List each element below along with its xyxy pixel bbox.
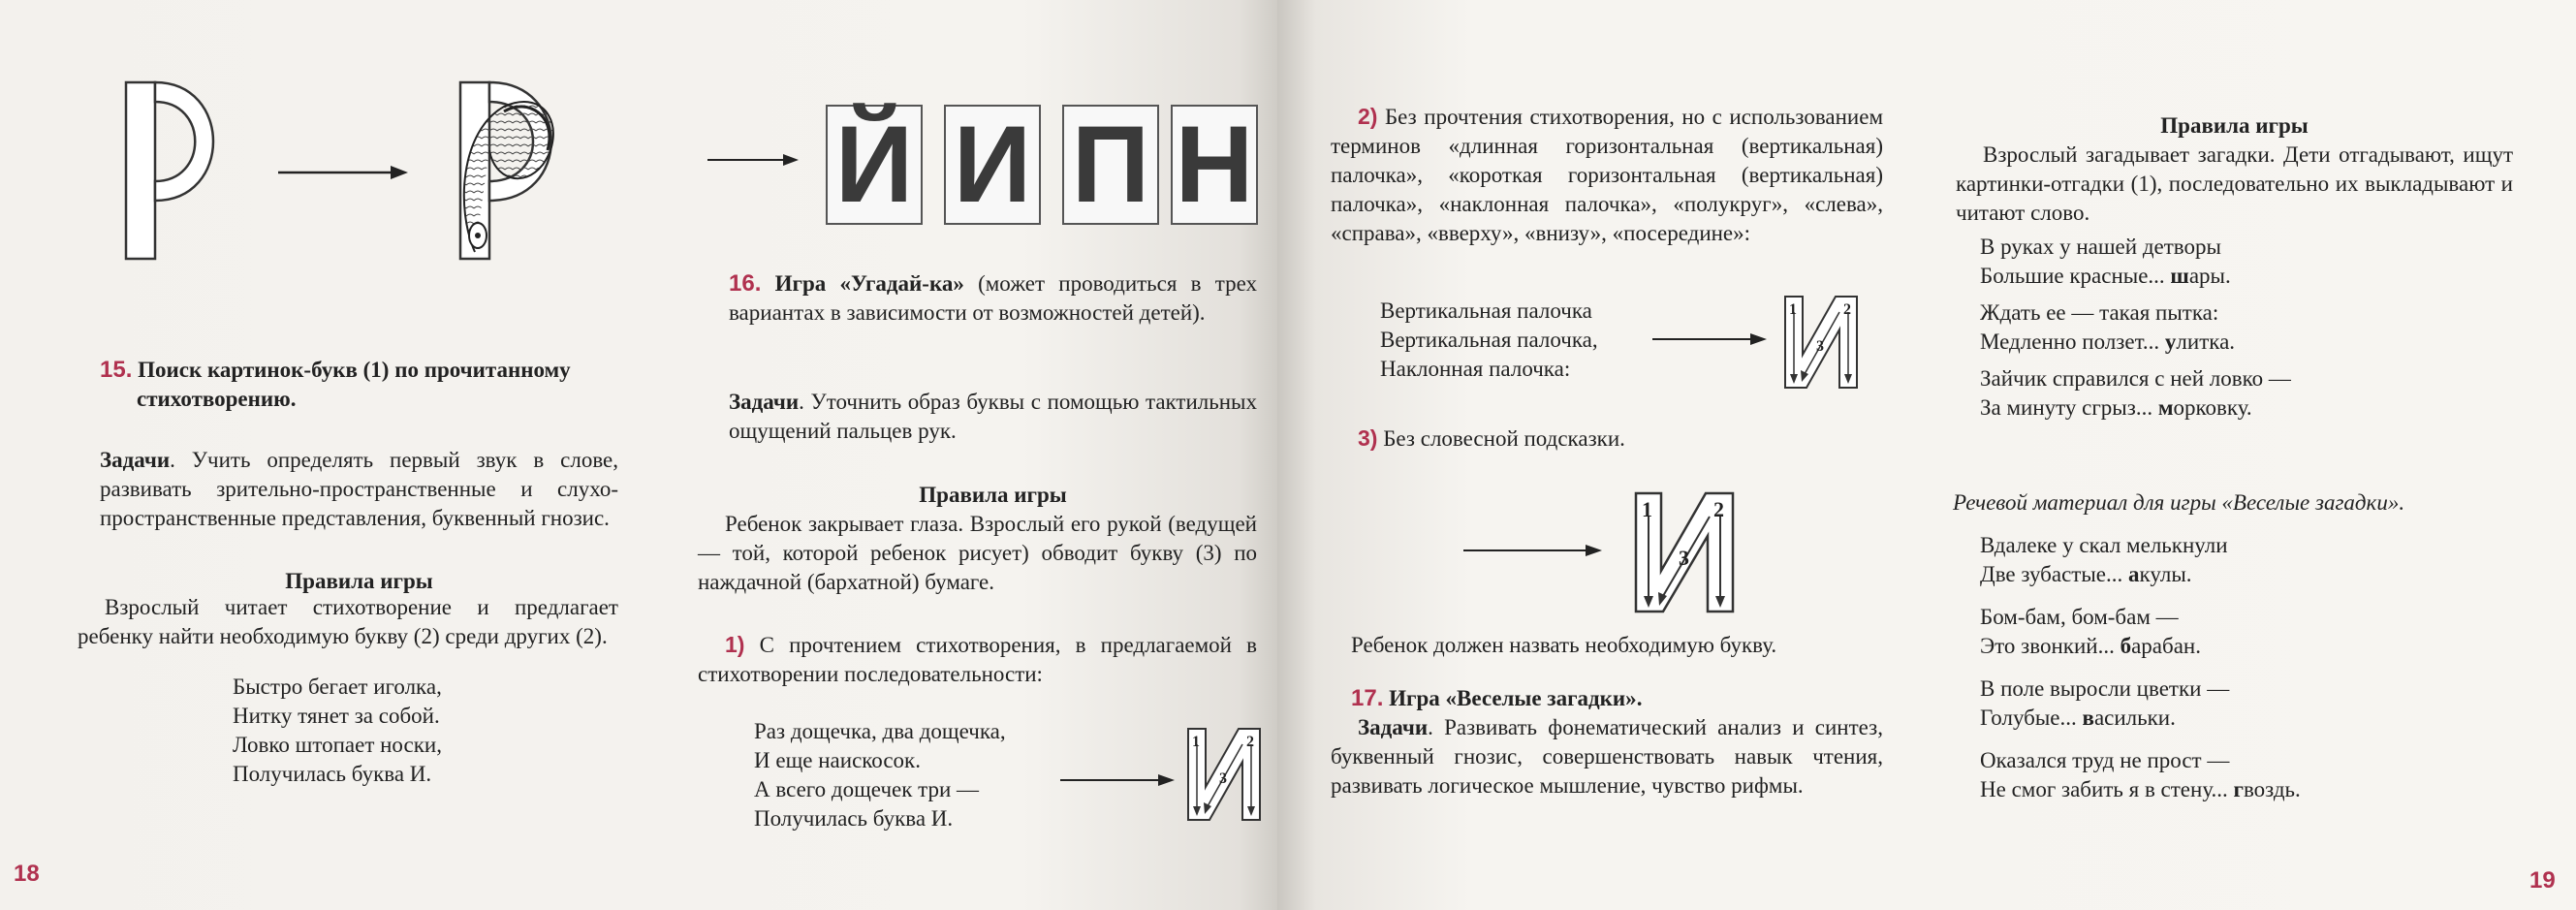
page-number-19: 19 [2529, 867, 2556, 894]
poem-line: И еще наискосок. [754, 748, 921, 772]
variant-2-text: Без прочтения стихотворения, но с использованием терминов «длинная горизонтальная (вертикальная) палочка», «короткая горизонтальная (вертикальная) палочка», «наклонная палочка», «полукруг», «слева», «справа», «вверху», «внизу», «посередине»: [1331, 105, 1883, 245]
riddle-answer-rest: ары. [2188, 264, 2231, 288]
riddle-line: Голубые... [1980, 706, 2083, 730]
letter-card: Й [826, 105, 923, 225]
variant-1 [698, 630, 1257, 689]
section-15-title-line2: стихотворению [137, 387, 291, 411]
poem-16 [754, 717, 1084, 833]
section-16-title: Игра «Угадай-ка» [774, 271, 964, 296]
arrow-icon [706, 150, 802, 170]
riddle-answer-rest: литка. [2176, 329, 2236, 354]
tasks-label: Задачи [729, 390, 800, 414]
arrow-icon [1461, 541, 1607, 560]
riddle-answer-rest: арабан. [2131, 634, 2201, 658]
letter-r-fish-illustration [451, 73, 596, 276]
rules-text: Взрослый читает стихотворение и предлагает ребенку найти необходимую букву (2) среди других (2). [78, 595, 618, 648]
letter-r-outline-illustration [116, 73, 242, 267]
section-15-heading: 15. Поиск картинок-букв (1) по прочитанному стихотворению. [100, 357, 571, 411]
answer-letter: ш [2170, 264, 2189, 288]
section-15-title-line1: Поиск картинок-букв (1) по прочитанному [138, 358, 571, 382]
tasks-label: Задачи [1358, 715, 1429, 739]
letter-card: П [1062, 105, 1159, 225]
tasks-label: Задачи [100, 448, 171, 472]
variant-2-poem [1380, 297, 1671, 384]
riddle-line: В руках у нашей детворы [1980, 235, 2221, 259]
rules-text: Взрослый загадывает загадки. Дети отгадывают, ищут картинки-отгадки (1), последовательно их выкладывают и читают слово. [1956, 142, 2513, 225]
variant-2 [1331, 102, 1883, 248]
arrow-icon [276, 163, 412, 182]
riddle [1980, 298, 2503, 357]
stroke-label: 3 [1219, 770, 1227, 787]
left-page [0, 0, 1277, 910]
poem-line: Вертикальная палочка [1380, 298, 1592, 323]
riddle-line: Большие красные... [1980, 264, 2171, 288]
stroke-label: 2 [1713, 497, 1724, 521]
tasks-text: . Учить определять первый звук в слове, развивать зрительно-пространственные и слухо-пространственные представления, буквенный гнозис. [100, 448, 618, 530]
riddle-answer-rest: орковку. [2173, 395, 2252, 420]
section-17-number: 17. [1351, 685, 1384, 711]
letter-i-stroke-diagram [1781, 293, 1861, 392]
riddle [1980, 603, 2503, 661]
answer-letter: м [2157, 395, 2174, 420]
poem-line: А всего дощечек три — [754, 777, 980, 801]
poem-line: Быстро бегает иголка, [233, 675, 442, 699]
riddle-line: Зайчик справился с ней ловко — [1980, 366, 2291, 391]
poem-line: Вертикальная палочка, [1380, 328, 1598, 352]
variant-1-text: С прочтением стихотворения, в предлагаемой в стихотворении последовательности: [698, 633, 1257, 686]
poem-line: Получилась буква И. [233, 762, 432, 786]
variant-3 [1331, 424, 1883, 454]
section-15-tasks [100, 446, 618, 533]
poem-line: Раз дощечка, два дощечка, [754, 719, 1006, 743]
variant-3-text: Без словесной подсказки. [1377, 426, 1625, 451]
rules-text: Ребенок закрывает глаза. Взрослый его рукой (ведущей — той, которой ребенок рисует) обводит букву (3) по наждачной (бархатной) бумаге. [698, 512, 1257, 594]
letter-card: Н [1171, 105, 1258, 225]
riddle-line: Ждать ее — такая пытка: [1980, 300, 2219, 325]
stroke-label: 1 [1192, 734, 1200, 750]
riddle-line: За минуту сгрыз... [1980, 395, 2158, 420]
variant-3-result: Ребенок должен назвать необходимую букву. [1351, 633, 1777, 657]
rules-title: Правила игры [2160, 113, 2309, 138]
answer-letter: у [2164, 329, 2177, 354]
poem-line: Ловко штопает носки, [233, 733, 442, 757]
answer-letter: в [2082, 706, 2094, 730]
riddle-line: В поле выросли цветки — [1980, 676, 2230, 701]
answer-letter: б [2120, 634, 2132, 658]
riddle-line: Две зубастые... [1980, 562, 2129, 586]
stroke-label: 1 [1789, 301, 1797, 318]
section-16-heading [729, 269, 1257, 328]
tasks-text: . Развивать фонематический анализ и синтез, буквенный гнозис, совершенствовать навык чтения, развивать логическое мышление, чувство рифмы. [1331, 715, 1883, 798]
riddle-answer-rest: асильки. [2093, 706, 2176, 730]
riddle-answer-rest: воздь. [2243, 777, 2301, 801]
right-page [1277, 0, 2576, 910]
poem-line: Получилась буква И. [754, 806, 954, 831]
section-17-title: Игра «Веселые загадки» [1389, 686, 1637, 710]
riddles-list-2 [1980, 531, 2503, 804]
riddle [1980, 746, 2503, 804]
riddle-line: Бом-бам, бом-бам — [1980, 605, 2179, 629]
riddle [1980, 531, 2503, 589]
riddle-line: Оказался труд не прост — [1980, 748, 2230, 772]
section-16-tasks [729, 388, 1257, 446]
letter-card: И [944, 105, 1041, 225]
variant-2-number: 2) [1358, 104, 1378, 129]
section-17-heading: 17. Игра «Веселые загадки». [1351, 685, 1643, 711]
riddles-list-1 [1980, 233, 2503, 423]
stroke-label: 1 [1642, 497, 1652, 521]
answer-letter: а [2128, 562, 2140, 586]
section-16-number: 16. [729, 270, 762, 297]
riddle-answer-rest: кулы. [2139, 562, 2192, 586]
rules-title: Правила игры [919, 483, 1067, 507]
riddle-line: Это звонкий... [1980, 634, 2120, 658]
poem-line: Наклонная палочка: [1380, 357, 1571, 381]
riddle [1980, 233, 2503, 291]
riddle [1980, 675, 2503, 733]
arrow-icon [1058, 770, 1179, 790]
arrow-icon [1650, 329, 1772, 349]
riddle-line: Медленно ползет... [1980, 329, 2165, 354]
variant-3-number: 3) [1358, 425, 1378, 451]
riddle-line: Не смог забить я в стену... [1980, 777, 2234, 801]
riddle [1980, 364, 2503, 423]
stroke-label: 3 [1816, 338, 1824, 355]
letter-i-stroke-diagram [1184, 725, 1264, 824]
section-15-number: 15. [100, 357, 133, 383]
tasks-text: . Уточнить образ буквы с помощью тактильных ощущений пальцев рук. [729, 390, 1257, 443]
poem-line: Нитку тянет за собой. [233, 704, 440, 728]
variant-1-number: 1) [725, 632, 745, 657]
stroke-label: 2 [1843, 301, 1851, 318]
rules-title: Правила игры [285, 569, 433, 593]
riddle-line: Вдалеке у скал мелькнули [1980, 533, 2228, 557]
section-17-tasks [1331, 713, 1883, 800]
stroke-label: 2 [1246, 734, 1254, 750]
page-number-18: 18 [14, 861, 40, 887]
answer-letter: г [2233, 777, 2244, 801]
poem-15 [233, 673, 581, 789]
section-16-title-rest: (может проводиться в трех вариантах в зависимости от возможностей детей). [729, 271, 1258, 325]
stroke-label: 3 [1679, 546, 1689, 570]
speech-material-caption: Речевой материал для игры «Веселые загадки». [1953, 490, 2405, 515]
letter-i-stroke-diagram-large [1632, 489, 1739, 615]
